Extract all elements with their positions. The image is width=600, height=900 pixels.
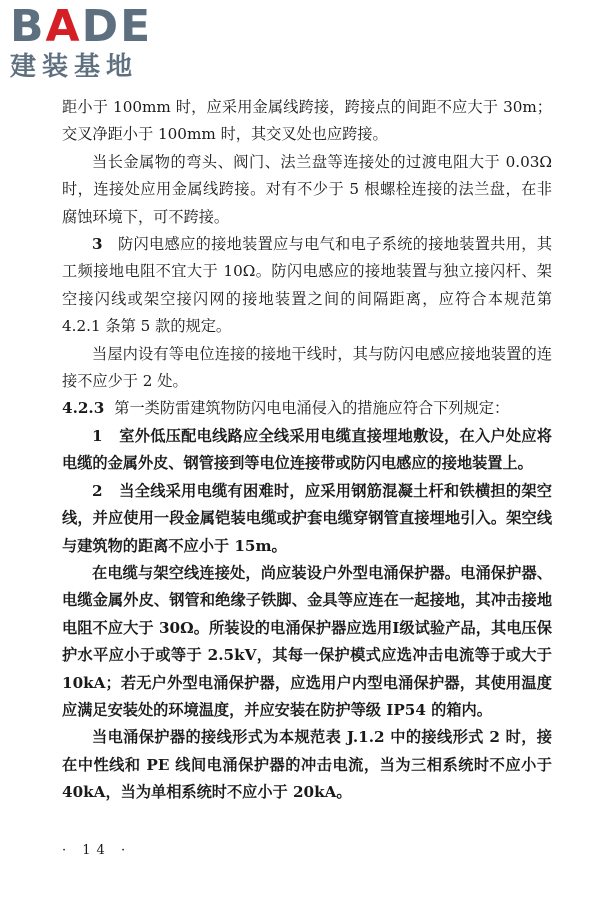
section-text: 第一类防雷建筑物防闪电电涌侵入的措施应符合下列规定： — [114, 399, 510, 418]
logo-subtitle: 建装基地 — [10, 52, 139, 82]
paragraph-flange-bridging — [62, 149, 552, 231]
clause-number: 3 — [92, 235, 103, 254]
clause-number: 1 — [92, 426, 103, 445]
clause-1 — [62, 423, 552, 478]
paragraph-text: 当长金属物的弯头、阀门、法兰盘等连接处的过渡电阻大于 0.03Ω 时，连接处应用金属线跨接。对有不少于 5 根螺栓连接的法兰盘，在非腐蚀环境下，可不跨接。 — [62, 152, 552, 226]
paragraph-text: 当屋内设有等电位连接的接地干线时，其与防闪电感应接地装置的连接不应少于 2 处。 — [62, 344, 552, 391]
page-number: · 14 · — [62, 843, 132, 858]
clause-3 — [62, 231, 552, 341]
section-number: 4.2.3 — [62, 399, 105, 418]
document-body — [62, 94, 552, 807]
paragraph-text: 距小于 100mm 时，应采用金属线跨接，跨接点的间距不应大于 30m；交叉净距小于 100mm 时，其交叉处也应跨接。 — [62, 98, 552, 144]
clause-text: 室外低压配电线路应全线采用电缆直接埋地敷设，在入户处应将电缆的金属外皮、钢管接到等电位连接带或防闪电感应的接地装置上。 — [62, 426, 552, 473]
clause-text: 当全线采用电缆有困难时，应采用钢筋混凝土杆和铁横担的架空线，并应使用一段金属铠装电缆或护套电缆穿钢管直接埋地引入。架空线与建筑物的距离不应小于 15m。 — [62, 481, 552, 555]
paragraph-text: 在电缆与架空线连接处，尚应装设户外型电涌保护器。电涌保护器、电缆金属外皮、钢管和绝缘子铁脚、金具等应连在一起接地，其冲击接地电阻不应大于 30Ω。所装设的电涌保护器应选用Ⅰ级试验产品，其电压保护水平应小于或等于 2.5kV，其每一保护模式应选冲击电流等于或大于 10kA；若无户外型电涌保护器，应选用户内型电涌保护器，其使用温度应满足安装处的环境温度，并应安装在防护等级 IP54 的箱内。 — [62, 563, 552, 719]
clause-2 — [62, 478, 552, 560]
clause-number: 2 — [92, 481, 103, 500]
paragraph-surge-protector — [62, 560, 552, 724]
clause-text: 防闪电感应的接地装置应与电气和电子系统的接地装置共用，其工频接地电阻不宜大于 10Ω。防闪电感应的接地装置与独立接闪杆、架空接闪线或架空接闪网的接地装置之间的间隔距离，应符合本规范第 4.2.1 条第 5 款的规定。 — [62, 235, 553, 336]
logo-letters-start: B — [10, 1, 46, 52]
paragraph-continuation — [62, 94, 552, 149]
paragraph-surge-wiring — [62, 724, 552, 806]
logo-accent-letter: A — [45, 1, 82, 52]
site-logo — [10, 1, 180, 82]
paragraph-text: 当电涌保护器的接线形式为本规范表 J.1.2 中的接线形式 2 时，接在中性线和 PE 线间电涌保护器的冲击电流，当为三相系统时不应小于 40kA，当为单相系统时不应小于 20kA。 — [62, 728, 552, 802]
logo-letters-end: DE — [81, 1, 153, 52]
paragraph-grounding-connection — [62, 341, 552, 396]
logo-wordmark — [10, 1, 180, 52]
section-4-2-3 — [62, 395, 552, 422]
